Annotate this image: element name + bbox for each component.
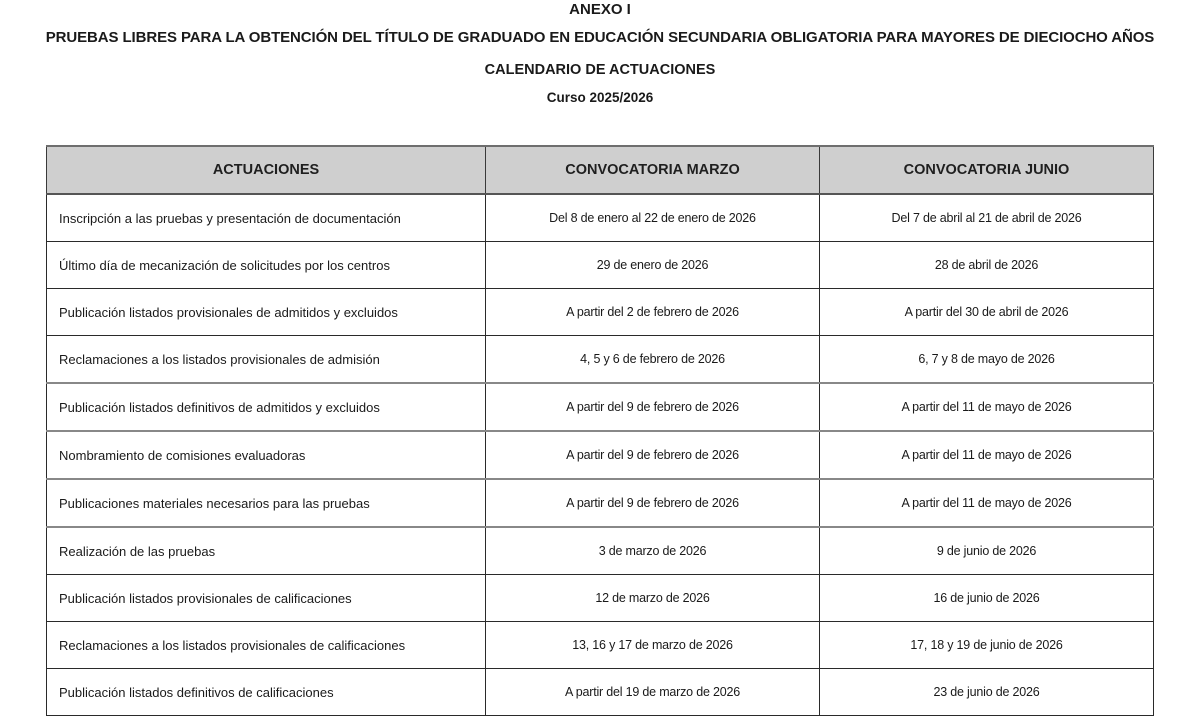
action-cell: Reclamaciones a los listados provisionales de admisión (47, 336, 486, 384)
march-date-cell: Del 8 de enero al 22 de enero de 2026 (486, 194, 820, 242)
table-row (47, 527, 1154, 575)
march-date-cell: A partir del 9 de febrero de 2026 (486, 383, 820, 431)
march-date-cell: A partir del 9 de febrero de 2026 (486, 479, 820, 527)
action-cell: Publicación listados provisionales de admitidos y excluidos (47, 289, 486, 336)
action-cell: Inscripción a las pruebas y presentación de documentación (47, 194, 486, 242)
june-date-cell: A partir del 11 de mayo de 2026 (820, 383, 1154, 431)
action-cell: Reclamaciones a los listados provisionales de calificaciones (47, 622, 486, 669)
march-date-cell: 29 de enero de 2026 (486, 242, 820, 289)
table-row (47, 289, 1154, 336)
june-date-cell: A partir del 30 de abril de 2026 (820, 289, 1154, 336)
action-cell: Realización de las pruebas (47, 527, 486, 575)
march-date-cell: A partir del 2 de febrero de 2026 (486, 289, 820, 336)
march-date-cell: 12 de marzo de 2026 (486, 575, 820, 622)
june-date-cell: Del 7 de abril al 21 de abril de 2026 (820, 194, 1154, 242)
june-date-cell: 17, 18 y 19 de junio de 2026 (820, 622, 1154, 669)
june-date-cell: 9 de junio de 2026 (820, 527, 1154, 575)
march-date-cell: 3 de marzo de 2026 (486, 527, 820, 575)
june-date-cell: 16 de junio de 2026 (820, 575, 1154, 622)
table-row (47, 669, 1154, 716)
action-cell: Publicación listados provisionales de calificaciones (47, 575, 486, 622)
calendar-table (46, 145, 1154, 716)
action-cell: Publicación listados definitivos de admitidos y excluidos (47, 383, 486, 431)
column-header-junio: CONVOCATORIA JUNIO (820, 146, 1154, 194)
march-date-cell: 13, 16 y 17 de marzo de 2026 (486, 622, 820, 669)
june-date-cell: 28 de abril de 2026 (820, 242, 1154, 289)
action-cell: Publicaciones materiales necesarios para las pruebas (47, 479, 486, 527)
annex-heading: ANEXO I (569, 1, 631, 18)
action-cell: Último día de mecanización de solicitudes por los centros (47, 242, 486, 289)
document-title: PRUEBAS LIBRES PARA LA OBTENCIÓN DEL TÍTULO DE GRADUADO EN EDUCACIÓN SECUNDARIA OBLIGATORIA PARA MAYORES DE DIECIOCHO AÑOS (45, 29, 1155, 46)
action-cell: Publicación listados definitivos de calificaciones (47, 669, 486, 716)
march-date-cell: A partir del 9 de febrero de 2026 (486, 431, 820, 479)
table-row (47, 242, 1154, 289)
june-date-cell: 6, 7 y 8 de mayo de 2026 (820, 336, 1154, 384)
march-date-cell: 4, 5 y 6 de febrero de 2026 (486, 336, 820, 384)
table-row (47, 622, 1154, 669)
course-label: Curso 2025/2026 (546, 90, 654, 105)
table-row (47, 194, 1154, 242)
table-row (47, 479, 1154, 527)
document-subtitle: CALENDARIO DE ACTUACIONES (484, 62, 716, 78)
table-row (47, 431, 1154, 479)
table-row (47, 383, 1154, 431)
june-date-cell: A partir del 11 de mayo de 2026 (820, 479, 1154, 527)
table-row (47, 336, 1154, 384)
action-cell: Nombramiento de comisiones evaluadoras (47, 431, 486, 479)
june-date-cell: 23 de junio de 2026 (820, 669, 1154, 716)
june-date-cell: A partir del 11 de mayo de 2026 (820, 431, 1154, 479)
table-header-row (47, 146, 1154, 194)
column-header-marzo: CONVOCATORIA MARZO (486, 146, 820, 194)
column-header-actuaciones: ACTUACIONES (47, 146, 486, 194)
table-row (47, 575, 1154, 622)
march-date-cell: A partir del 19 de marzo de 2026 (486, 669, 820, 716)
